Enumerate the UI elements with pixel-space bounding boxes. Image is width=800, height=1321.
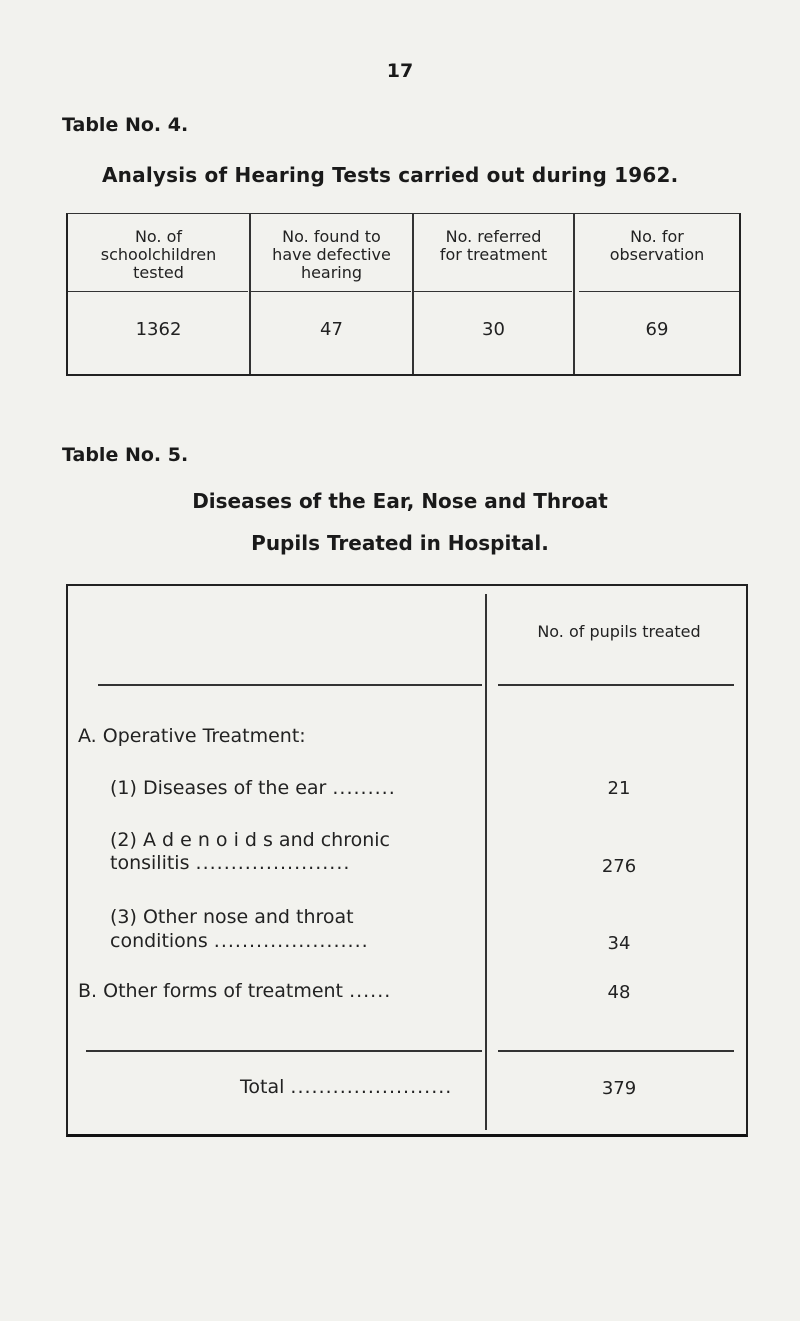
- page-number: 17: [386, 60, 414, 82]
- row-other-nose-throat-label: (3) Other nose and throat: [110, 906, 354, 928]
- value-referred: 30: [482, 319, 505, 340]
- table-5-subtitle: Pupils Treated in Hospital.: [251, 531, 549, 555]
- value-defective-hearing: 47: [320, 319, 343, 340]
- header-line: No. of: [134, 227, 183, 246]
- header-defective-hearing: [251, 228, 412, 282]
- value-adenoids: 276: [601, 856, 637, 877]
- row-label: B. Other forms of treatment: [78, 980, 344, 1002]
- table-5-title: Diseases of the Ear, Nose and Throat: [192, 489, 608, 513]
- header-line: observation: [609, 245, 705, 264]
- leader-dots: .........: [332, 777, 396, 799]
- hearing-tests-table: [66, 213, 741, 376]
- row-label: conditions: [110, 930, 208, 952]
- header-children-tested: [68, 228, 249, 282]
- row-adenoids-label-cont: [110, 852, 350, 874]
- section-a-label: A. Operative Treatment:: [78, 725, 306, 747]
- value-children-tested: 1362: [135, 319, 182, 340]
- leader-dots: ......................: [213, 930, 369, 952]
- row-diseases-of-ear: [110, 777, 396, 799]
- row-other-nose-throat-label-cont: [110, 930, 369, 952]
- header-rule: [414, 291, 572, 292]
- header-rule: [251, 291, 411, 292]
- value-other-forms: 48: [607, 982, 631, 1003]
- value-total: 379: [601, 1078, 637, 1099]
- ent-treatment-table: [66, 584, 748, 1137]
- header-rule: [98, 684, 482, 686]
- header-rule: [579, 291, 739, 292]
- table-5-label: Table No. 5.: [62, 444, 189, 466]
- leader-dots: ......: [349, 980, 392, 1002]
- value-diseases-of-ear: 21: [607, 778, 631, 799]
- header-line: tested: [133, 263, 184, 282]
- value-other-nose-throat: 34: [607, 933, 631, 954]
- value-observation: 69: [645, 319, 669, 340]
- total-label: Total: [240, 1076, 285, 1098]
- header-line: schoolchildren: [100, 245, 217, 264]
- row-other-forms-of-treatment: [78, 980, 391, 1002]
- header-line: have defective: [272, 245, 391, 264]
- total-rule: [86, 1050, 482, 1052]
- header-line: for treatment: [439, 245, 548, 264]
- row-label: (1) Diseases of the ear: [110, 777, 327, 799]
- header-line: hearing: [300, 263, 363, 282]
- column-divider: [485, 594, 487, 1130]
- column-header-pupils-treated: No. of pupils treated: [537, 622, 701, 641]
- header-referred-for-treatment: [414, 228, 573, 264]
- table-4-label: Table No. 4.: [62, 114, 189, 136]
- leader-dots: ......................: [195, 852, 351, 874]
- header-rule: [68, 291, 248, 292]
- header-line: No. referred: [445, 227, 542, 246]
- header-line: No. for: [630, 227, 684, 246]
- table-4-title: Analysis of Hearing Tests carried out during 1962.: [102, 163, 679, 187]
- row-adenoids-label: (2) A d e n o i d s and chronic: [110, 829, 390, 851]
- leader-dots: .......................: [290, 1076, 453, 1098]
- row-label: tonsilitis: [110, 852, 190, 874]
- total-rule: [498, 1050, 734, 1052]
- header-line: No. found to: [282, 227, 381, 246]
- header-for-observation: [575, 228, 739, 264]
- total-row: [240, 1076, 452, 1098]
- header-rule: [498, 684, 734, 686]
